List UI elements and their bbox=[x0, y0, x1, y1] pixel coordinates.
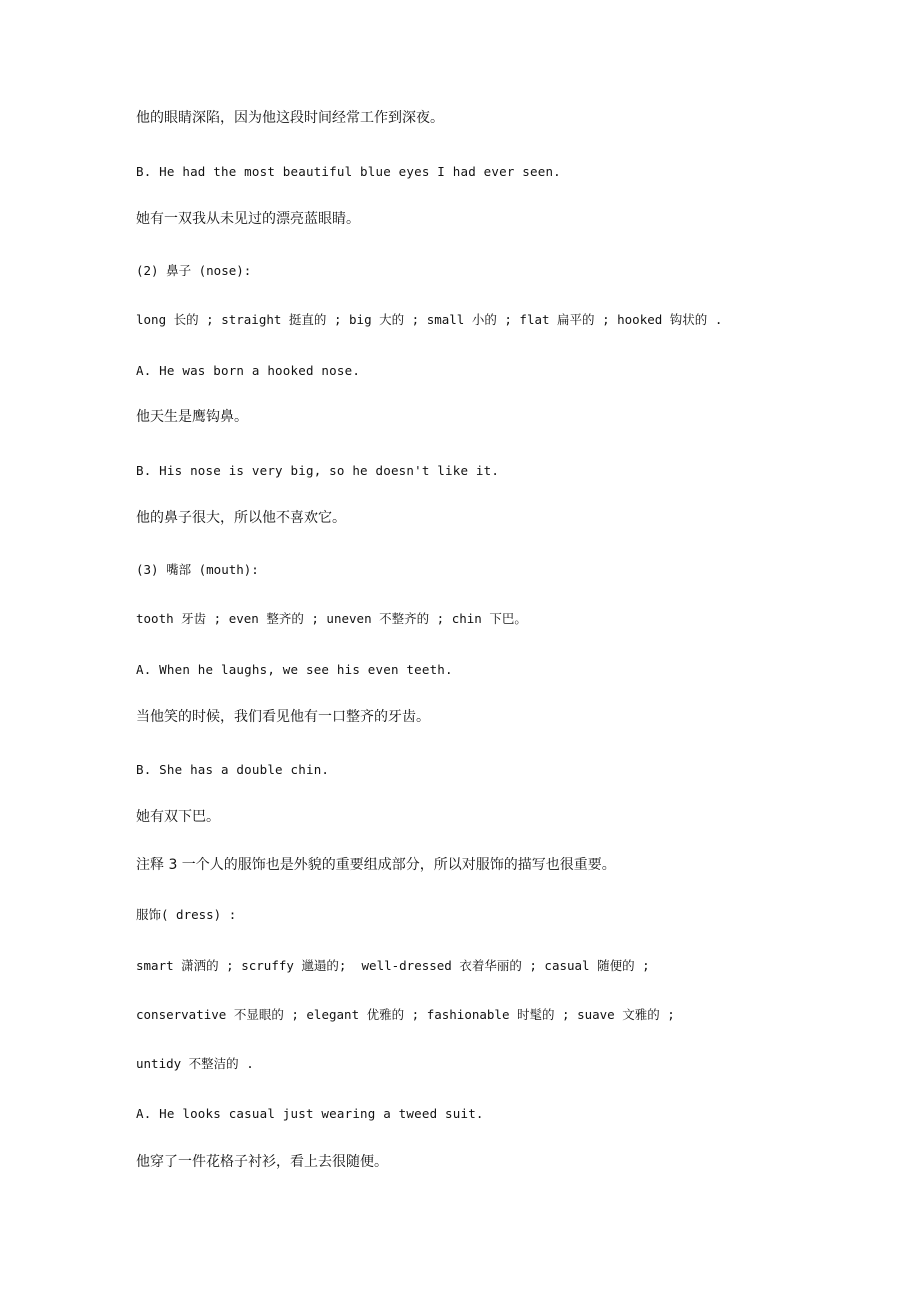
text-line-5: long 长的 ; straight 挺直的 ; big 大的 ; small 小的 ; flat 扁平的 ; hooked 钩状的 . bbox=[136, 312, 723, 327]
text-line-4: (2) 鼻子 (nose): bbox=[136, 263, 252, 278]
text-line-8: B. His nose is very big, so he doesn't like it. bbox=[136, 463, 500, 478]
text-line-16: 注释 3 一个人的服饰也是外貌的重要组成部分，所以对服饰的描写也很重要。 bbox=[136, 857, 616, 873]
text-line-18: smart 潇洒的 ; scruffy 邋遢的; well-dressed 衣着华丽的 ; casual 随便的 ; bbox=[136, 958, 650, 973]
text-line-3: 她有一双我从未见过的漂亮蓝眼睛。 bbox=[136, 211, 360, 227]
text-line-11: tooth 牙齿 ; even 整齐的 ; uneven 不整齐的 ; chin 下巴。 bbox=[136, 611, 527, 626]
text-line-6: A. He was born a hooked nose. bbox=[136, 363, 361, 378]
text-line-12: A. When he laughs, we see his even teeth. bbox=[136, 662, 453, 677]
text-line-22: 他穿了一件花格子衬衫，看上去很随便。 bbox=[136, 1154, 388, 1170]
text-line-9: 他的鼻子很大，所以他不喜欢它。 bbox=[136, 510, 346, 526]
text-line-14: B. She has a double chin. bbox=[136, 762, 330, 777]
text-line-20: untidy 不整洁的 . bbox=[136, 1056, 254, 1071]
text-line-13: 当他笑的时候，我们看见他有一口整齐的牙齿。 bbox=[136, 709, 430, 725]
text-line-19: conservative 不显眼的 ; elegant 优雅的 ; fashionable 时髦的 ; suave 文雅的 ; bbox=[136, 1007, 675, 1022]
text-line-17: 服饰( dress) : bbox=[136, 907, 237, 922]
text-line-15: 她有双下巴。 bbox=[136, 809, 220, 825]
text-line-10: (3) 嘴部 (mouth): bbox=[136, 562, 259, 577]
text-line-1: 他的眼睛深陷，因为他这段时间经常工作到深夜。 bbox=[136, 110, 444, 126]
text-line-7: 他天生是鹰钩鼻。 bbox=[136, 409, 248, 425]
text-line-21: A. He looks casual just wearing a tweed suit. bbox=[136, 1106, 484, 1121]
text-line-2: B. He had the most beautiful blue eyes I had ever seen. bbox=[136, 164, 561, 179]
